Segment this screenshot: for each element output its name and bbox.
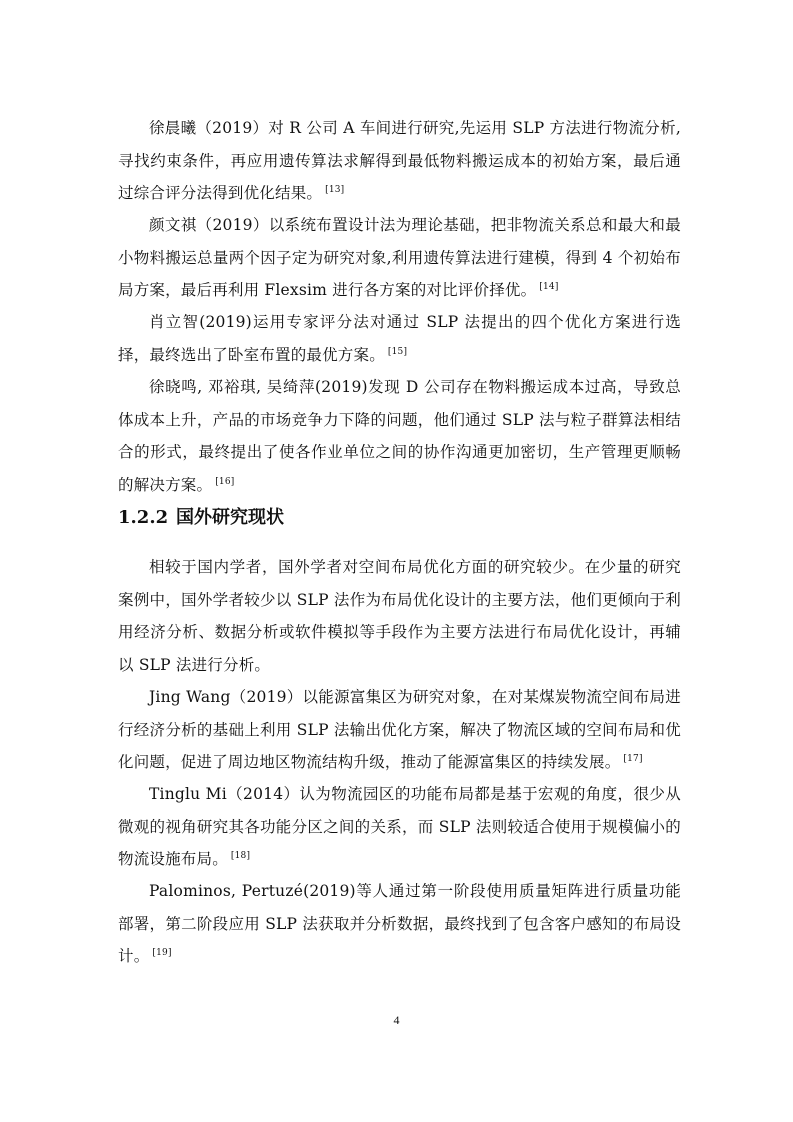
paragraph-tinglu-mi <box>118 778 681 876</box>
paragraph-text: 徐晨曦（2019）对 R 公司 A 车间进行研究,先运用 SLP 方法进行物流分析,寻找约束条件，再应用遗传算法求解得到最低物料搬运成本的初始方案，最后通过综合评分法得到优化结果。 <box>118 119 681 202</box>
paragraph-text: 颜文祺（2019）以系统布置设计法为理论基础，把非物流关系总和最大和最小物料搬运总量两个因子定为研究对象,利用遗传算法进行建模，得到 4 个初始布局方案，最后再利用 Flexsim 进行各方案的对比评价择优。 <box>118 216 681 299</box>
paragraph-text: 相较于国内学者，国外学者对空间布局优化方面的研究较少。在少量的研究案例中，国外学者较少以 SLP 法作为布局优化设计的主要方法，他们更倾向于利用经济分析、数据分析或软件模拟等手段作为主要方法进行布局优化设计，再辅以 SLP 法进行分析。 <box>118 558 681 674</box>
citation-ref: [16] <box>215 476 235 487</box>
citation-ref: [15] <box>387 346 408 357</box>
paragraph-text: Palominos, Pertuzé(2019)等人通过第一阶段使用质量矩阵进行质量功能部署，第二阶段应用 SLP 法获取并分析数据，最终找到了包含客户感知的布局设计。 <box>118 882 681 965</box>
section-heading <box>118 502 284 534</box>
section-number: 1.2.2 <box>118 507 169 528</box>
citation-ref: [17] <box>623 754 643 764</box>
paragraph-xiao-lizhi <box>118 306 681 371</box>
citation-ref: [18] <box>230 851 251 861</box>
paragraph-overview <box>118 551 681 681</box>
paragraph-palominos <box>118 875 681 973</box>
paragraph-text: Jing Wang（2019）以能源富集区为研究对象，在对某煤炭物流空间布局进行经济分析的基础上利用 SLP 法输出优化方案，解决了物流区域的空间布局和优化问题，促进了周边地区物流结构升级，推动了能源富集区的持续发展。 <box>118 688 681 771</box>
paragraph-text: 肖立智(2019)运用专家评分法对通过 SLP 法提出的四个优化方案进行选择，最终选出了卧室布置的最优方案。 <box>118 313 681 364</box>
page-number: 4 <box>393 1013 400 1027</box>
paragraph-xu-xiaoming <box>118 371 681 501</box>
paragraph-text: Tinglu Mi（2014）认为物流园区的功能布局都是基于宏观的角度，很少从微观的视角研究其各功能分区之间的关系，而 SLP 法则较适合使用于规模偏小的物流设施布局。 <box>118 785 681 868</box>
citation-ref: [14] <box>539 282 559 292</box>
section-title: 国外研究现状 <box>176 507 284 528</box>
citation-ref: [13] <box>325 185 345 195</box>
paragraph-xu-chenxi <box>118 112 681 210</box>
paragraph-jing-wang <box>118 681 681 779</box>
paragraph-text: 徐晓鸣, 邓裕琪, 吴绮萍(2019)发现 D 公司存在物料搬运成本过高，导致总体成本上升，产品的市场竞争力下降的问题，他们通过 SLP 法与粒子群算法相结合的形式，最终提出了使各作业单位之间的协作沟通更加密切，生产管理更顺畅的解决方案。 <box>118 378 681 494</box>
citation-ref: [19] <box>152 948 172 958</box>
paragraph-yan-wenqi <box>118 209 681 307</box>
